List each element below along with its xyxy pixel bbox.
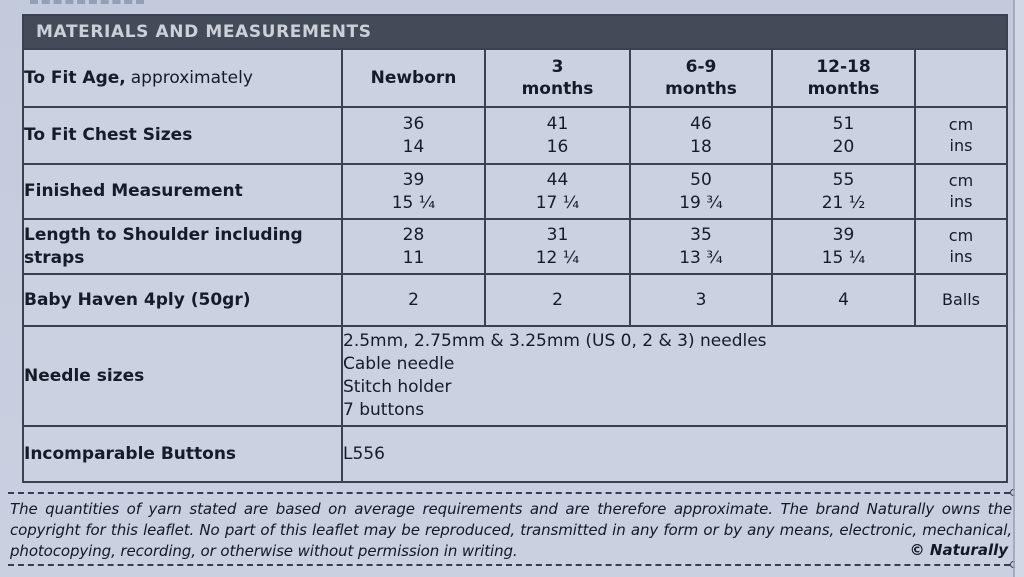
unit-ins: ins: [949, 191, 973, 211]
measurements-table: [24, 50, 1006, 481]
yarn-balls-12-18-months: 4: [772, 274, 915, 326]
unit-ins: ins: [949, 246, 973, 266]
value-ins: 13 ¾: [679, 247, 723, 268]
row-label-to-fit-age: [24, 50, 342, 107]
value-cm: 46: [690, 114, 712, 135]
size-header-line1: 3: [551, 56, 564, 77]
unit-cell-cm-ins: [915, 107, 1006, 164]
value-cm: 35: [690, 225, 712, 246]
table-row-finished-measurement: [24, 164, 1006, 219]
yarn-balls-6-9-months: 3: [630, 274, 772, 326]
chest-value-newborn: [342, 107, 485, 164]
finished-value-newborn: [342, 164, 485, 219]
row-label-note: approximately: [130, 67, 253, 88]
unit-cell-empty: [915, 50, 1006, 107]
table-row-needle-sizes: [24, 326, 1006, 426]
size-header-6-9-months: [630, 50, 772, 107]
chest-value-3-months: [485, 107, 630, 164]
finished-value-6-9-months: [630, 164, 772, 219]
value-cm: 39: [832, 225, 855, 246]
size-header-line1: 6-9: [685, 56, 717, 77]
table-row-to-fit-age: [24, 50, 1006, 107]
yarn-balls-3-months: 2: [485, 274, 630, 326]
table-row-yarn-quantity: [24, 274, 1006, 326]
row-label-yarn: Baby Haven 4ply (50gr): [24, 274, 342, 326]
value-ins: 21 ½: [821, 192, 866, 213]
value-cm: 39: [402, 170, 425, 191]
length-value-3-months: [485, 219, 630, 274]
row-label-bold: To Fit Age,: [24, 67, 126, 88]
value-ins: 18: [690, 136, 712, 157]
row-label-needle-sizes: Needle sizes: [24, 326, 342, 426]
value-ins: 11: [402, 247, 425, 268]
length-value-6-9-months: [630, 219, 772, 274]
cut-line-top: [8, 492, 1010, 494]
table-title-bar: [24, 16, 1006, 50]
needle-sizes-detail-cell: [342, 326, 1006, 426]
disclaimer-block: [10, 499, 1012, 562]
value-ins: 15 ¼: [821, 247, 866, 268]
value-ins: 15 ¼: [391, 192, 436, 213]
unit-cm: cm: [948, 114, 974, 134]
table-row-incomparable-buttons: [24, 426, 1006, 481]
top-cut-dashes: [30, 0, 144, 8]
size-header-line1: Newborn: [370, 67, 457, 88]
page-edge-line: [1013, 0, 1015, 577]
value-ins: 17 ¼: [535, 192, 580, 213]
length-value-12-18-months: [772, 219, 915, 274]
value-ins: 19 ¾: [679, 192, 723, 213]
value-cm: 41: [546, 114, 569, 135]
value-cm: 36: [402, 114, 425, 135]
buttons-code-cell: L556: [342, 426, 1006, 481]
value-ins: 20: [832, 136, 855, 157]
needle-line-cable: Cable needle: [343, 354, 455, 374]
unit-ins: ins: [949, 135, 973, 155]
unit-cell-cm-ins: [915, 219, 1006, 274]
needle-line-sizes: 2.5mm, 2.75mm & 3.25mm (US 0, 2 & 3) needles: [343, 331, 767, 351]
size-header-12-18-months: [772, 50, 915, 107]
size-header-3-months: [485, 50, 630, 107]
page-edge-strip: [1015, 0, 1024, 577]
cut-line-bottom: [8, 564, 1010, 566]
finished-value-3-months: [485, 164, 630, 219]
unit-cm: cm: [948, 170, 974, 190]
finished-value-12-18-months: [772, 164, 915, 219]
value-cm: 55: [832, 170, 855, 191]
row-label-finished-measurement: Finished Measurement: [24, 164, 342, 219]
table-row-chest-sizes: [24, 107, 1006, 164]
size-header-newborn: [342, 50, 485, 107]
needle-line-buttons: 7 buttons: [343, 400, 425, 420]
size-header-line1: 12-18: [816, 56, 871, 77]
value-cm: 28: [402, 225, 425, 246]
materials-and-measurements-panel: [22, 14, 1008, 483]
row-label-length-to-shoulder: Length to Shoulder including straps: [24, 219, 342, 274]
row-label-incomparable-buttons: Incomparable Buttons: [24, 426, 342, 481]
value-cm: 51: [832, 114, 855, 135]
unit-cell-balls: Balls: [915, 274, 1006, 326]
size-header-line2: months: [807, 79, 880, 99]
value-cm: 44: [546, 170, 569, 191]
copyright-text: © Naturally: [909, 541, 1008, 559]
value-cm: 50: [690, 170, 712, 191]
size-header-line2: months: [521, 79, 594, 99]
chest-value-12-18-months: [772, 107, 915, 164]
size-header-line2: months: [665, 79, 737, 99]
unit-cm: cm: [948, 225, 974, 245]
row-label-chest-sizes: To Fit Chest Sizes: [24, 107, 342, 164]
table-row-length-to-shoulder: [24, 219, 1006, 274]
unit-cell-cm-ins: [915, 164, 1006, 219]
value-ins: 14: [402, 136, 425, 157]
disclaimer-text: The quantities of yarn stated are based on average requirements and are therefore approximate. The brand Naturally owns the copyright for this leaflet. No part of this leaflet may be reproduced, transmitted in any form or by any means, electronic, mechanical, photocopying, recording, or otherwise without permission in writing.: [10, 500, 1012, 560]
length-value-newborn: [342, 219, 485, 274]
value-cm: 31: [546, 225, 569, 246]
yarn-balls-newborn: 2: [342, 274, 485, 326]
value-ins: 12 ¼: [535, 247, 580, 268]
needle-line-stitch-holder: Stitch holder: [343, 377, 452, 397]
chest-value-6-9-months: [630, 107, 772, 164]
value-ins: 16: [546, 136, 569, 157]
table-title: MATERIALS AND MEASUREMENTS: [36, 22, 372, 42]
